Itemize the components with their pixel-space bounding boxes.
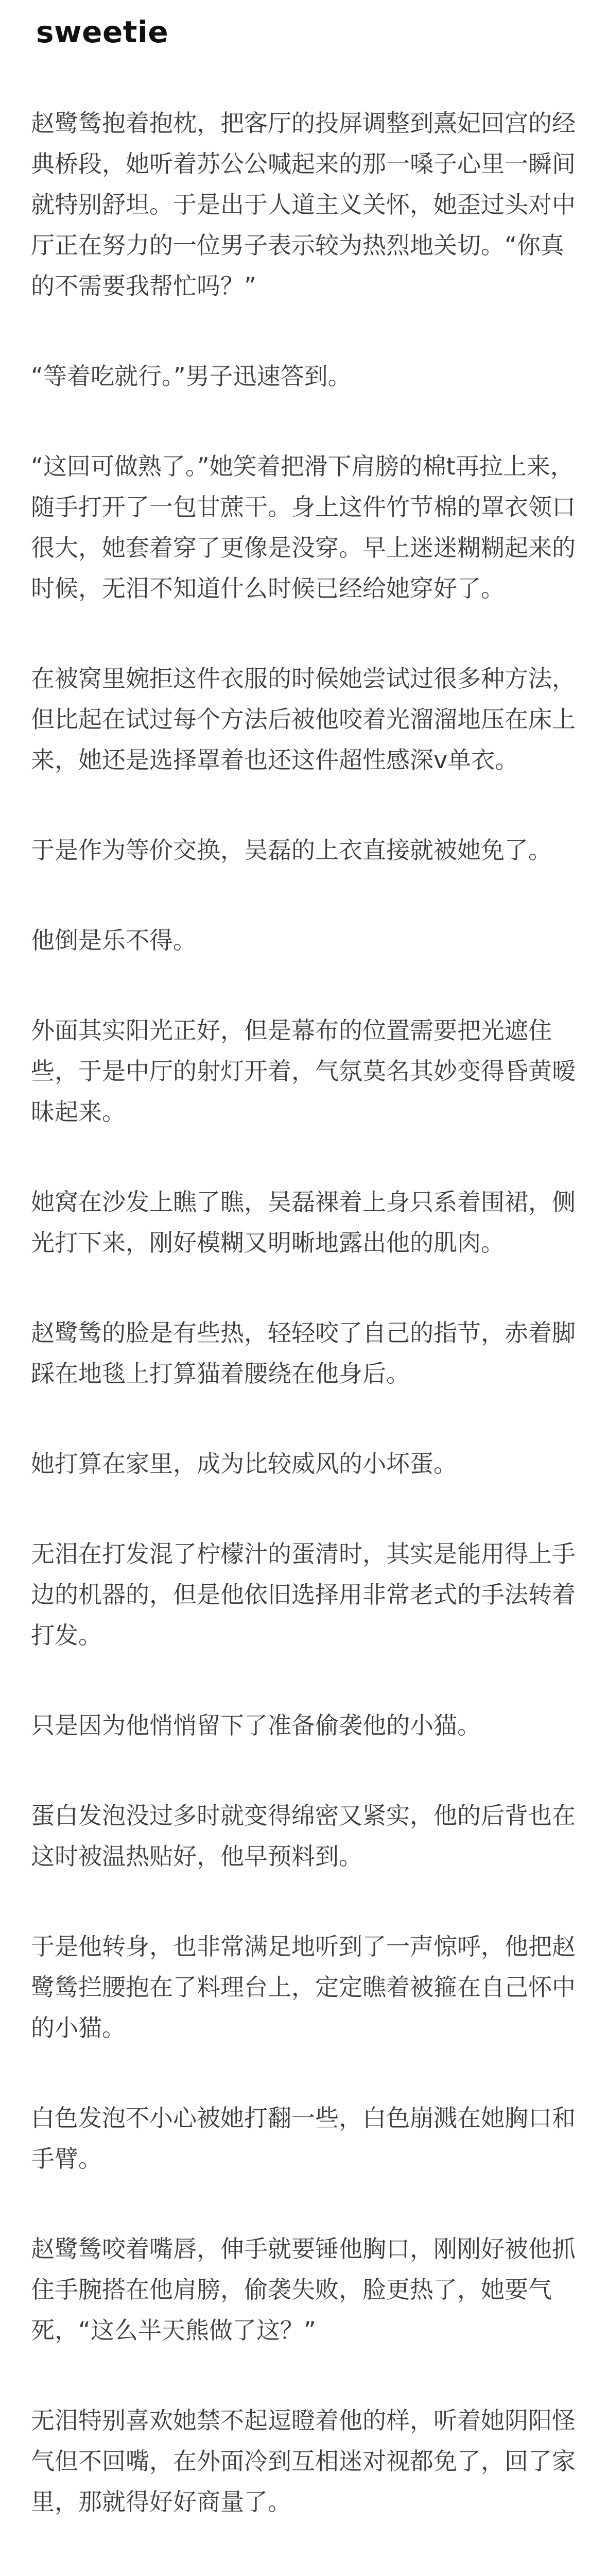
paragraph: 无泪在打发混了柠檬汁的蛋清时，其实是能用得上手边的机器的，但是他依旧选择用非常老式的手法转着打发。 <box>31 1540 576 1649</box>
paragraph: “等着吃就行。”男子迅速答到。 <box>31 362 352 390</box>
paragraph: 外面其实阳光正好，但是幕布的位置需要把光遮住些，于是中厅的射灯开着，气氛莫名其妙变得昏黄暧昧起来。 <box>31 1016 576 1126</box>
paragraph: 于是作为等价交换，吴磊的上衣直接就被她免了。 <box>31 836 552 864</box>
article-body[interactable] <box>31 103 576 2576</box>
paragraph: 他倒是乐不得。 <box>31 926 197 954</box>
app-title: sweetie <box>36 14 169 49</box>
paragraph: “这回可做熟了。”她笑着把滑下肩膀的棉t再拉上来，随手打开了一包甘蔗干。身上这件竹节棉的罩衣领口很大，她套着穿了更像是没穿。早上迷迷糊糊起来的时候，无泪不知道什么时候已经给她穿好了。 <box>31 452 576 602</box>
paragraph: 她窝在沙发上瞧了瞧，吴磊裸着上身只系着围裙，侧光打下来，刚好模糊又明晰地露出他的肌肉。 <box>31 1188 576 1257</box>
paragraph: 无泪特别喜欢她禁不起逗瞪着他的样，听着她阴阳怪气但不回嘴，在外面冷到互相迷对视都免了，回了家里，那就得好好商量了。 <box>31 2406 576 2516</box>
paragraph: 只是因为他悄悄留下了准备偷袭他的小猫。 <box>31 1711 481 1739</box>
paragraph: 于是他转身，也非常满足地听到了一声惊呼，他把赵鹭鸶拦腰抱在了料理台上，定定瞧着被箍在自己怀中的小猫。 <box>31 1933 576 2042</box>
paragraph: 赵鹭鸶抱着抱枕，把客厅的投屏调整到熹妃回宫的经典桥段，她听着苏公公喊起来的那一嗓子心里一瞬间就特别舒坦。于是出于人道主义关怀，她歪过头对中厅正在努力的一位男子表示较为热烈地关切。“你真的不需要我帮忙吗？” <box>31 109 576 300</box>
paragraph: 在被窝里婉拒这件衣服的时候她尝试过很多种方法，但比起在试过每个方法后被他咬着光溜溜地压在床上来，她还是选择罩着也还这件超性感深v单衣。 <box>31 665 576 774</box>
paragraph: 赵鹭鸶的脸是有些热，轻轻咬了自己的指节，赤着脚踩在地毯上打算猫着腰绕在他身后。 <box>31 1319 576 1387</box>
paragraph: 蛋白发泡没过多时就变得绵密又紧实，他的后背也在这时被温热贴好，他早预料到。 <box>31 1802 576 1870</box>
paragraph: 白色发泡不小心被她打翻一些，白色崩溅在她胸口和手臂。 <box>31 2104 576 2173</box>
paragraph: 她打算在家里，成为比较威风的小坏蛋。 <box>31 1450 457 1478</box>
paragraph: 赵鹭鸶咬着嘴唇，伸手就要锤他胸口，刚刚好被他抓住手腕搭在他肩膀，偷袭失败，脸更热了，她要气死，“这么半天熊做了这？” <box>31 2235 576 2344</box>
app-header <box>0 0 607 88</box>
paragraph <box>31 2572 576 2576</box>
